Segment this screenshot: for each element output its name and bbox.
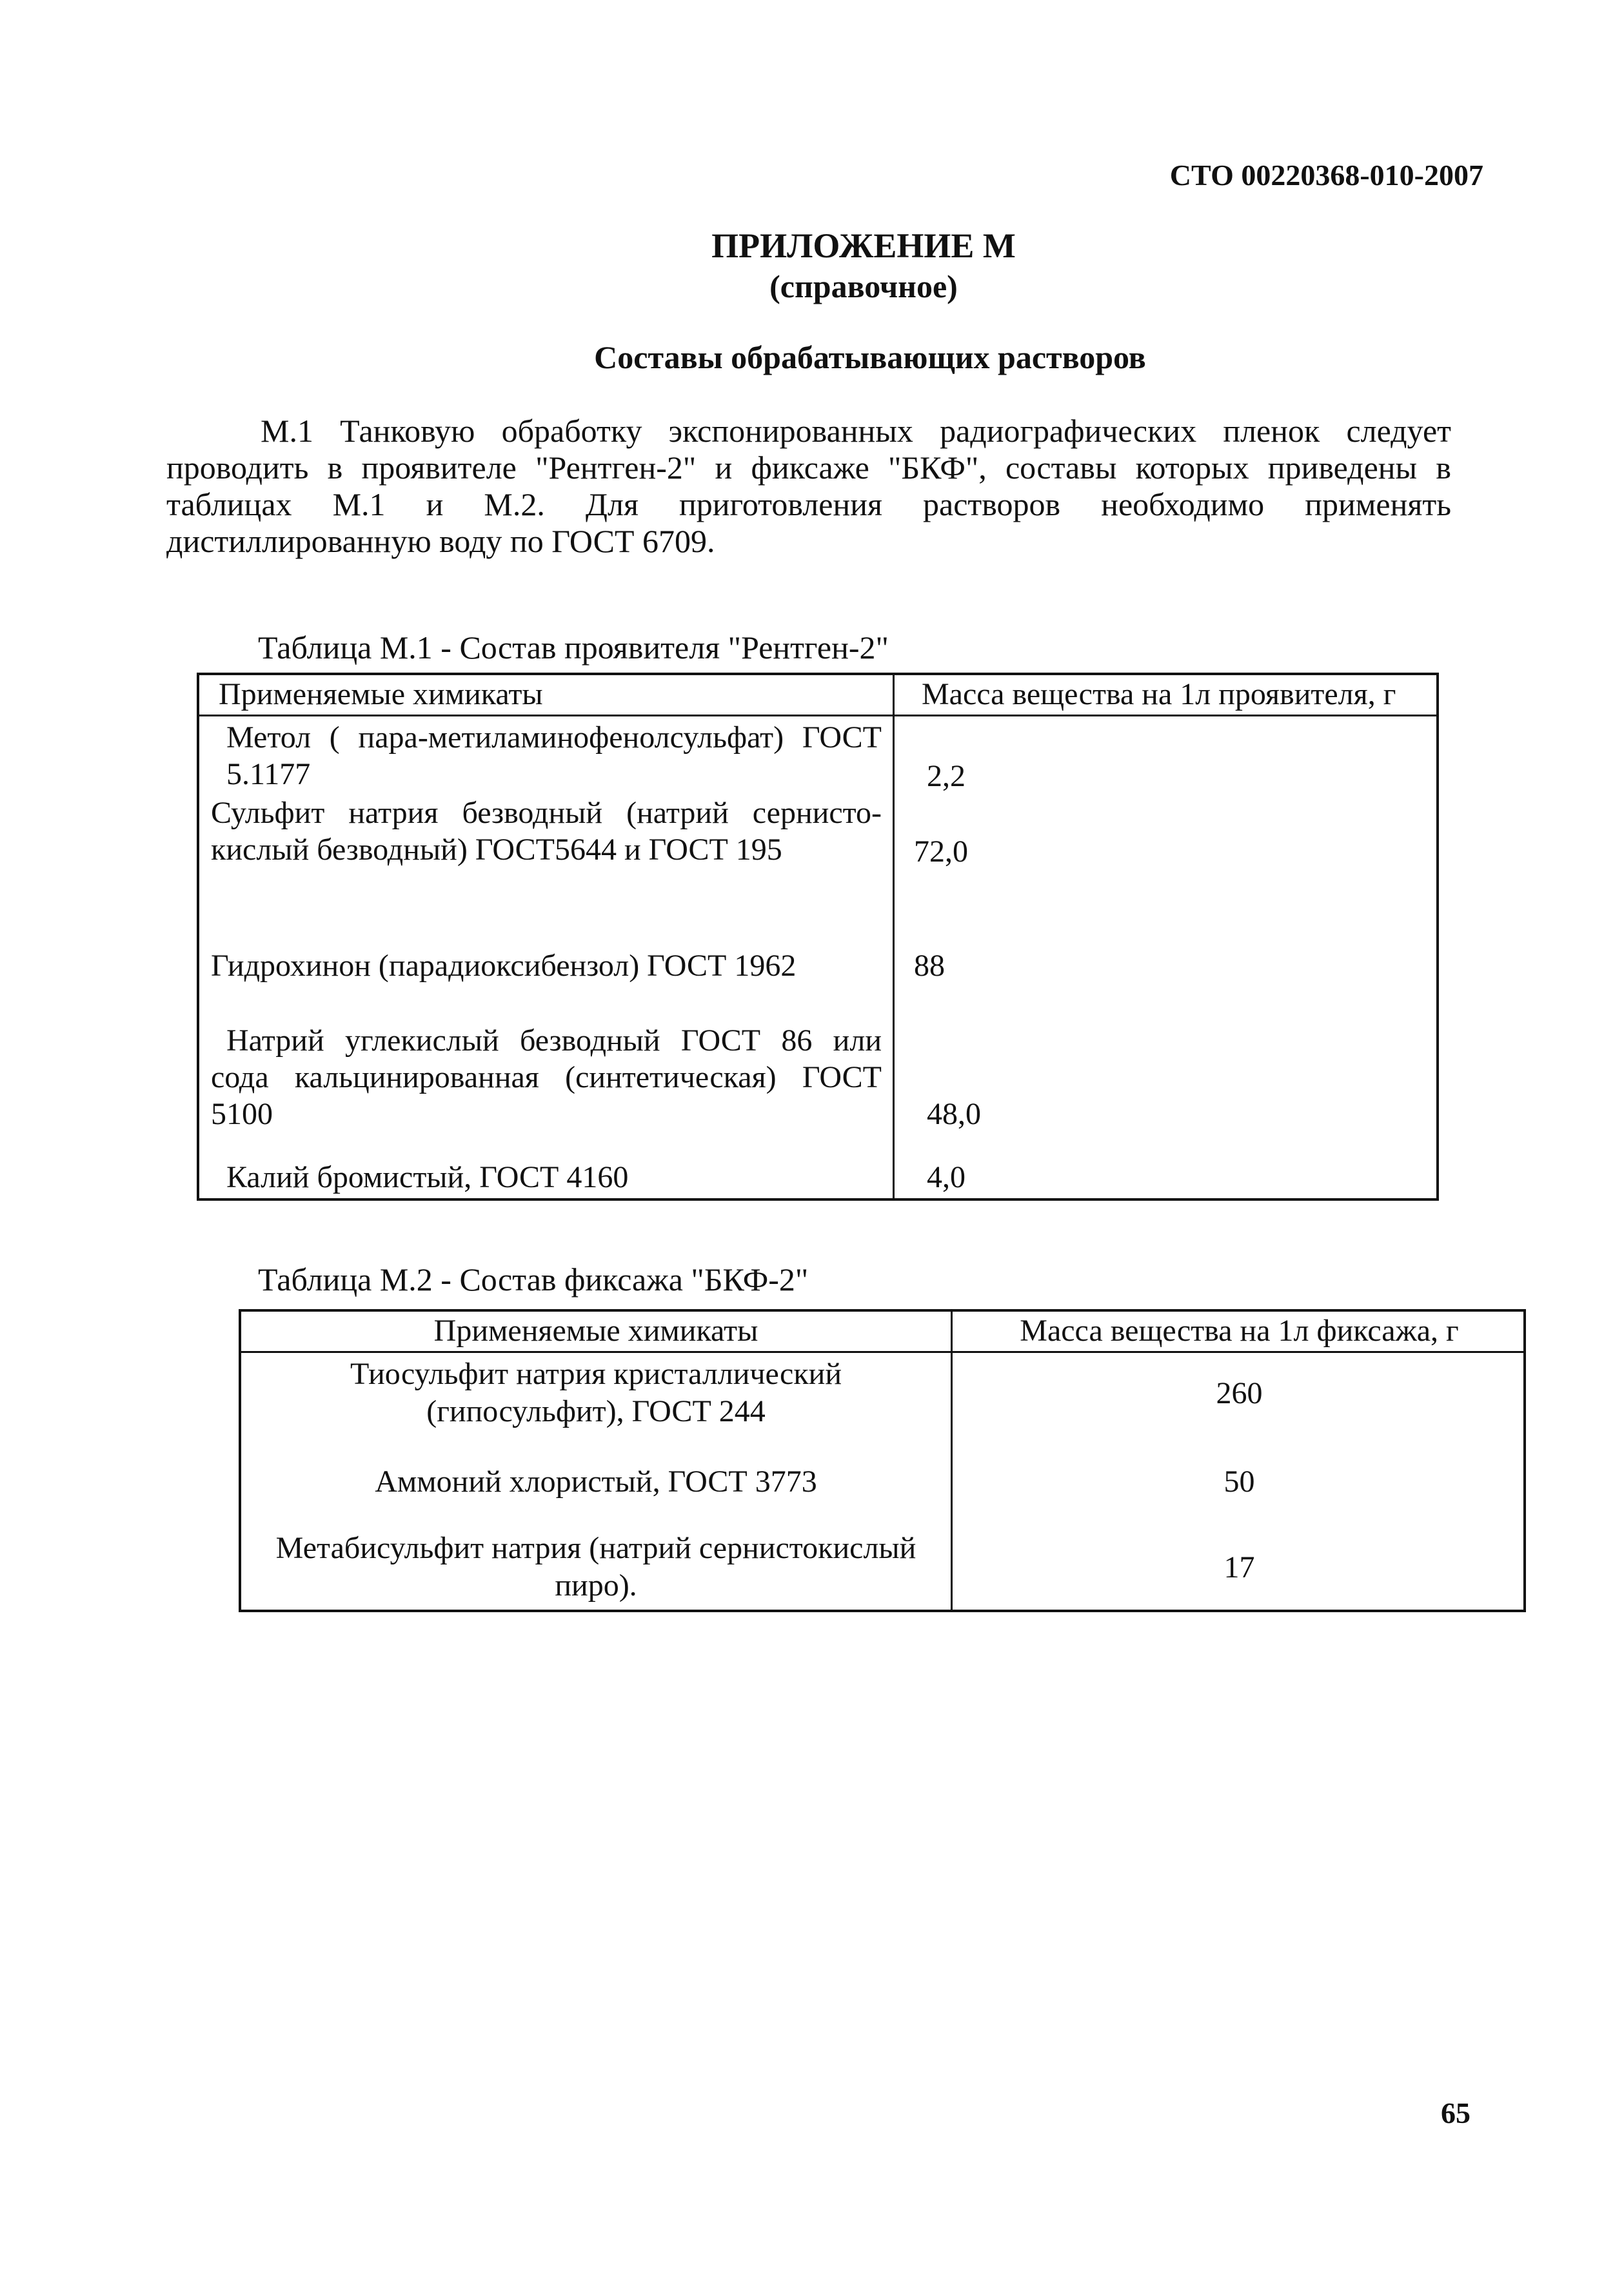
table2-row-value: 260	[1216, 1376, 1263, 1410]
table1	[197, 673, 1439, 1201]
table1-row-name: Калий бромистый, ГОСТ 4160	[226, 1160, 629, 1194]
table1-col1-header: Применяемые химикаты	[219, 677, 543, 711]
table1-row-value: 88	[914, 949, 945, 983]
table1-row-value: 4,0	[927, 1160, 965, 1194]
appendix-subtitle: (справочное)	[769, 268, 958, 304]
document-code: СТО 00220368-010-2007	[1169, 159, 1483, 192]
table2-header-divider	[241, 1351, 1523, 1353]
table1-row-name: Сульфит натрия безводный (натрий сернисто-кислый безводный) ГОСТ5644 и ГОСТ 195	[211, 796, 882, 867]
intro-paragraph: М.1 Танковую обработку экспонированных радиографических пленок следует проводить в проявителе "Рентген-2" и фиксаже "БКФ", составы которых приведены в таблицах М.1 и М.2. Для приготовления растворов необходимо применять дистиллированную воду по ГОСТ 6709.	[166, 413, 1451, 559]
table2-row-name: Тиосульфит натрия кристаллический (гипосульфит), ГОСТ 244	[350, 1357, 842, 1428]
table1-row-name: Метол ( пара-метиламинофенолсульфат) ГОСТ 5.1177	[226, 720, 882, 791]
table2-row-name: Аммоний хлористый, ГОСТ 3773	[375, 1465, 817, 1499]
table2-row-value: 17	[1223, 1550, 1255, 1584]
table1-col2-header: Масса вещества на 1л проявителя, г	[922, 677, 1396, 711]
table1-column-divider	[893, 675, 895, 1198]
page-number: 65	[1441, 2096, 1471, 2129]
table2-row-name: Метабисульфит натрия (натрий сернистокислый пиро).	[275, 1531, 916, 1603]
table1-row-value: 2,2	[927, 759, 965, 793]
section-title: Составы обрабатывающих растворов	[594, 339, 1146, 375]
table1-row-name: Натрий углекислый безводный ГОСТ 86 или сода кальцинированная (синтетическая) ГОСТ 5100	[211, 1023, 882, 1131]
table2-row-value: 50	[1223, 1465, 1255, 1499]
appendix-title: ПРИЛОЖЕНИЕ М	[711, 226, 1016, 265]
table1-header-divider	[199, 715, 1436, 716]
table2-caption: Таблица М.2 - Состав фиксажа "БКФ-2"	[258, 1261, 809, 1297]
table2-col2-header: Масса вещества на 1л фиксажа, г	[1020, 1314, 1459, 1348]
table2-col1-header: Применяемые химикаты	[433, 1314, 758, 1348]
table1-row-value: 72,0	[914, 834, 968, 869]
table1-caption: Таблица М.1 - Состав проявителя "Рентген-2"	[258, 629, 889, 666]
table1-row-value: 48,0	[927, 1097, 981, 1131]
table1-row-name: Гидрохинон (парадиоксибензол) ГОСТ 1962	[211, 949, 797, 983]
table2	[239, 1309, 1526, 1612]
